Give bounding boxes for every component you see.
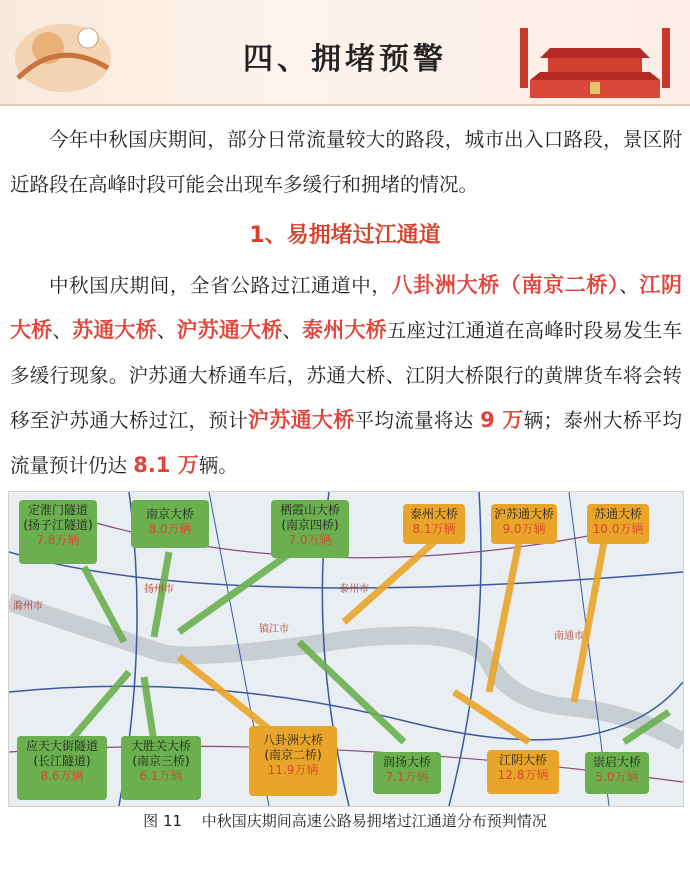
bridge-name: 沪苏通大桥 — [493, 507, 554, 521]
bridge-label — [487, 750, 559, 794]
bridge-alias: (南京四桥) — [281, 518, 339, 532]
bridge-flow: 8.1万辆 — [412, 522, 456, 536]
bridge-name: 八卦洲大桥 — [262, 733, 323, 747]
place-label: 滁州市 — [13, 601, 43, 612]
place-label: 扬州市 — [144, 584, 174, 595]
place-label: 泰州市 — [339, 584, 369, 595]
bridge-label — [491, 504, 557, 544]
bridge-name: 润扬大桥 — [382, 755, 431, 769]
highlight-number: 8.1 万 — [133, 453, 199, 477]
bridge-label — [403, 504, 465, 544]
text: 辆。 — [198, 454, 238, 477]
bridge-label — [271, 500, 349, 558]
text: 、 — [156, 319, 177, 342]
header-banner — [0, 0, 690, 106]
bridge-flow: 11.9万辆 — [267, 763, 319, 777]
bridge-flow: 8.0万辆 — [148, 522, 192, 536]
bridge-alias: (南京二桥) — [264, 748, 322, 762]
bridge-label — [249, 726, 337, 796]
text: 辆；泰州大桥平均流量预计仍达 — [10, 409, 682, 477]
bridge-label — [585, 752, 649, 794]
bridge-label — [121, 736, 201, 800]
bridge-flow: 7.1万辆 — [385, 770, 429, 784]
bridge-flow: 7.0万辆 — [288, 533, 332, 547]
bridge-flow: 12.8万辆 — [497, 768, 549, 782]
river-crossing-map — [8, 491, 684, 807]
bridge-name: 江阴大桥 — [498, 753, 547, 767]
highlight-bridge: 沪苏通大桥 — [176, 318, 283, 342]
bridge-name: 泰州大桥 — [409, 507, 458, 521]
place-label: 南通市 — [554, 631, 584, 642]
intro-paragraph: 今年中秋国庆期间，部分日常流量较大的路段，城市出入口路段，景区附近路段在高峰时段可能会出现车多缓行和拥堵的情况。 — [10, 128, 682, 196]
text: 五座过江通道在高峰时段易发生车多缓行现象。沪苏通大桥通车后，苏通大桥、江阴大桥限行的黄牌货车将会转移至沪苏通大桥过江，预计 — [10, 319, 682, 432]
bridge-label — [17, 736, 107, 800]
highlight-bridge: 泰州大桥 — [302, 318, 387, 342]
bridge-flow: 6.1万辆 — [139, 769, 183, 783]
place-label: 镇江市 — [259, 624, 289, 635]
highlight-bridge: 苏通大桥 — [72, 318, 157, 342]
tiananmen-illustration-icon — [510, 18, 680, 102]
bridge-flow: 9.0万辆 — [502, 522, 546, 536]
bridge-name: 应天大街隧道 — [25, 739, 98, 753]
bridge-flow: 8.6万辆 — [40, 769, 84, 783]
text: 中秋国庆期间，全省公路过江通道中， — [49, 274, 392, 297]
bridge-name: 苏通大桥 — [593, 507, 642, 521]
bridge-name: 定淮门隧道 — [27, 503, 88, 517]
bridge-name: 崇启大桥 — [592, 755, 641, 769]
highlight-bridge: 沪苏通大桥 — [247, 408, 355, 432]
bridge-label — [587, 504, 649, 544]
bridge-flow: 5.0万辆 — [595, 770, 639, 784]
page-title: 四、拥堵预警 — [243, 42, 447, 77]
bridge-alias: (扬子江隧道) — [23, 518, 93, 532]
bridge-name: 南京大桥 — [145, 507, 194, 521]
bridge-label — [19, 500, 97, 564]
section-heading: 1、易拥堵过江通道 — [249, 223, 441, 248]
text: 、 — [619, 274, 640, 297]
bridge-name: 大胜关大桥 — [130, 739, 191, 753]
bridge-label — [373, 752, 441, 794]
bridge-flow: 7.8万辆 — [36, 533, 80, 547]
text: 、 — [282, 319, 303, 342]
bridge-name: 栖霞山大桥 — [279, 503, 340, 517]
bridge-alias: (长江隧道) — [33, 754, 91, 768]
text: 平均流量将达 — [354, 409, 481, 432]
highlight-bridge: 江阴大桥 — [10, 273, 682, 342]
highlight-bridge: 八卦洲大桥（南京二桥） — [391, 273, 620, 297]
text: 、 — [52, 319, 73, 342]
bridge-label — [131, 500, 209, 548]
section-paragraph — [10, 263, 682, 488]
bridge-flow: 10.0万辆 — [592, 522, 644, 536]
bridge-alias: (南京三桥) — [132, 754, 190, 768]
highlight-number: 9 万 — [480, 408, 524, 432]
figure-caption: 图 11 中秋国庆期间高速公路易拥堵过江通道分布预判情况 — [143, 812, 547, 830]
